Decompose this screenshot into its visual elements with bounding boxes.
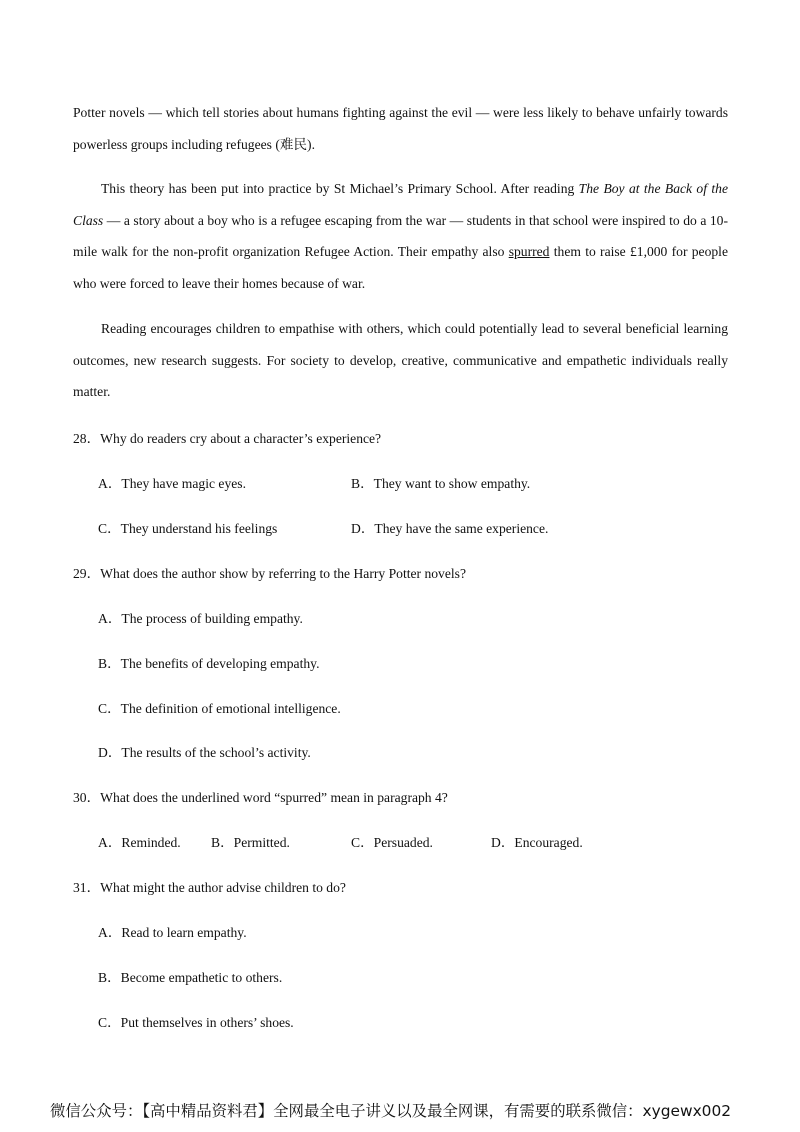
question-31-stem: 31．What might the author advise children to do?	[73, 880, 346, 895]
question-28-stem: 28．Why do readers cry about a character’s experience?	[73, 431, 382, 446]
question-31-option-c: C．Put themselves in others’ shoes.	[98, 1015, 294, 1030]
question-28-option-a: A．They have magic eyes.	[98, 476, 246, 491]
question-29-stem: 29．What does the author show by referring to the Harry Potter novels?	[73, 566, 466, 581]
passage-paragraph-3: Reading encourages children to empathise with others, which could potentially lead to several beneficial learning outcomes, new research suggests. For society to develop, creative, communicative and empathetic individuals really matter.	[73, 321, 728, 399]
question-30-option-b: B．Permitted.	[211, 835, 290, 850]
question-29-option-d: D．The results of the school’s activity.	[98, 745, 311, 760]
question-31-option-a: A．Read to learn empathy.	[98, 925, 247, 940]
question-29-option-a: A．The process of building empathy.	[98, 611, 303, 626]
question-28-option-c: C．They understand his feelings	[98, 521, 278, 536]
question-28-option-b: B．They want to show empathy.	[351, 476, 531, 491]
question-28-option-d: D．They have the same experience.	[351, 521, 549, 536]
page-footer: 微信公众号：【高中精品资料君】全网最全电子讲义以及最全网课，有需要的联系微信：xygewx002	[50, 1102, 732, 1120]
paragraph-2-text-middle: — a story about a boy who is a refugee escaping from the war — students in that school were inspired to do a 10-mile walk for the non-profit organization Refugee Action. Their empathy also	[73, 212, 728, 259]
question-30-option-a: A．Reminded.	[98, 835, 181, 850]
passage-paragraph-2	[73, 173, 728, 299]
question-29-option-b: B．The benefits of developing empathy.	[98, 656, 320, 671]
book-title: The Boy at the Back of the Class	[73, 181, 728, 228]
question-30-stem: 30．What does the underlined word “spurred” mean in paragraph 4?	[73, 790, 448, 805]
question-31-option-b: B．Become empathetic to others.	[98, 970, 283, 985]
question-30-option-d: D．Encouraged.	[491, 835, 583, 850]
question-30-option-c: C．Persuaded.	[351, 835, 433, 850]
underlined-word: spurred	[508, 244, 550, 259]
passage-paragraph-1: Potter novels — which tell stories about humans fighting against the evil — were less likely to behave unfairly towards powerless groups including refugees (难民).	[73, 105, 728, 152]
question-29-option-c: C．The definition of emotional intelligence.	[98, 701, 341, 716]
paragraph-2-text-after: them to raise £1,000 for people who were forced to leave their homes because of war.	[73, 244, 728, 291]
paragraph-2-text-before: This theory has been put into practice by St Michael’s Primary School. After reading	[101, 181, 579, 196]
